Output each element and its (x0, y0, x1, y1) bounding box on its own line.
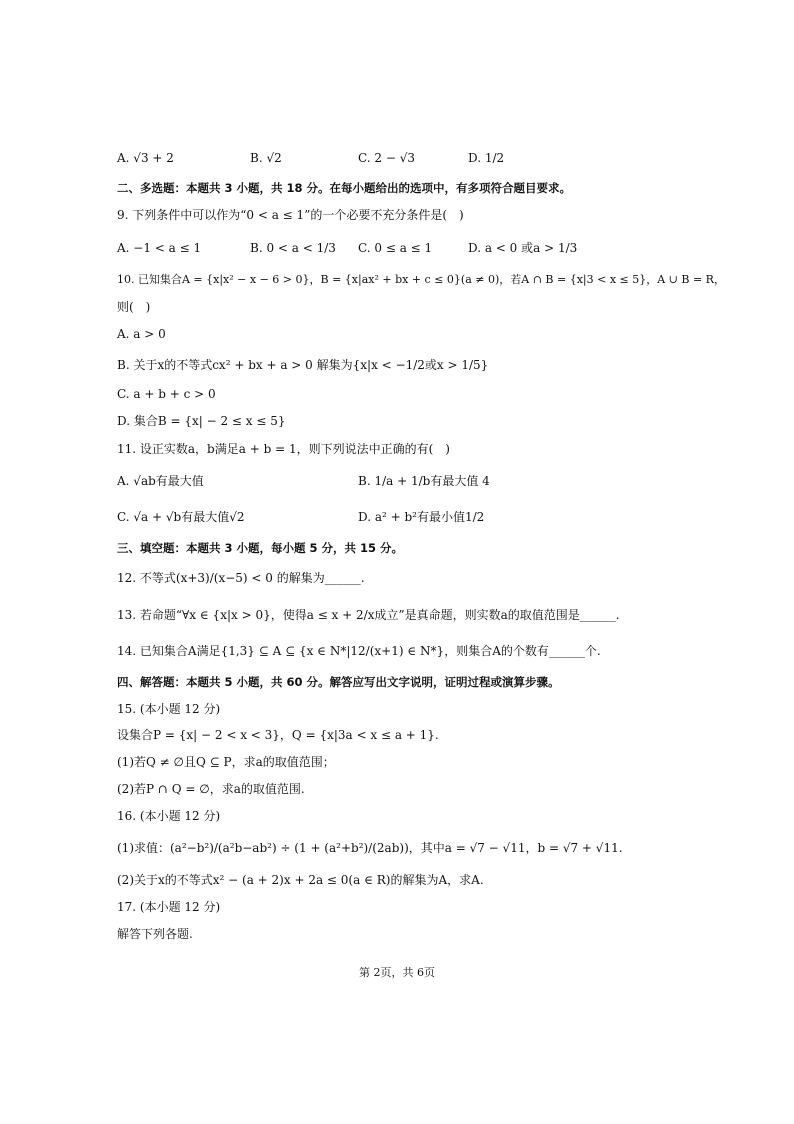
page-footer: 第 2页，共 6页 (359, 966, 435, 979)
q10-option-d: D. 集合B = {x| − 2 ≤ x ≤ 5} (117, 414, 286, 428)
section2-header: 二、多选题：本题共 3 小题，共 18 分。在每小题给出的选项中，有多项符合题目要求。 (117, 181, 572, 195)
q11-option-b: B. 1/a + 1/b有最大值 4 (358, 474, 490, 488)
q16-title: 16. (本小题 12 分) (117, 809, 221, 823)
q15-part2: (2)若P ∩ Q = ∅，求a的取值范围. (117, 782, 305, 796)
q11-option-c: C. √a + √b有最大值√2 (117, 510, 245, 524)
q15-title: 15. (本小题 12 分) (117, 702, 221, 716)
q8-option-a: A. √3 + 2 (117, 151, 174, 165)
q13: 13. 若命题“∀x ∈ {x|x > 0}，使得a ≤ x + 2/x成立”是真命题，则实数a的取值范围是______. (117, 608, 620, 622)
q10-stem-line2: 则( ) (117, 300, 151, 314)
q8-option-b: B. √2 (250, 151, 282, 165)
q9-option-d: D. a < 0 或a > 1/3 (468, 241, 578, 255)
section3-header: 三、填空题：本题共 3 小题，每小题 5 分，共 15 分。 (117, 541, 404, 555)
q9-option-c: C. 0 ≤ a ≤ 1 (358, 241, 433, 255)
q15-part1: (1)若Q ≠ ∅且Q ⊆ P，求a的取值范围； (117, 755, 335, 769)
section4-header: 四、解答题：本题共 5 小题，共 60 分。解答应写出文字说明，证明过程或演算步骤。 (117, 675, 560, 689)
q9-option-a: A. −1 < a ≤ 1 (117, 241, 202, 255)
q8-option-d: D. 1/2 (468, 151, 505, 165)
q11-option-a: A. √ab有最大值 (117, 474, 204, 488)
q9-option-b: B. 0 < a < 1/3 (250, 241, 336, 255)
q10-option-c: C. a + b + c > 0 (117, 387, 216, 401)
q10-stem-line1: 10. 已知集合A = {x|x² − x − 6 > 0}，B = {x|ax² + bx + c ≤ 0}(a ≠ 0)，若A ∩ B = {x|3 < x ≤ 5}，A ∪ B = R， (117, 273, 725, 286)
q16-part2: (2)关于x的不等式x² − (a + 2)x + 2a ≤ 0(a ∈ R)的解集为A，求A. (117, 873, 484, 887)
q8-option-c: C. 2 − √3 (358, 151, 415, 165)
q9-stem: 9. 下列条件中可以作为“0 < a ≤ 1”的一个必要不充分条件是( ) (117, 208, 464, 222)
q14: 14. 已知集合A满足{1,3} ⊆ A ⊆ {x ∈ N*|12/(x+1) ∈ N*}，则集合A的个数有______个. (117, 644, 601, 658)
q12: 12. 不等式(x+3)/(x−5) < 0 的解集为______. (117, 571, 365, 585)
q17-title: 17. (本小题 12 分) (117, 900, 221, 914)
q17-stem: 解答下列各题. (117, 927, 193, 941)
q10-option-a: A. a > 0 (117, 327, 166, 341)
q10-option-b: B. 关于x的不等式cx² + bx + a > 0 解集为{x|x < −1/2或x > 1/5} (117, 358, 489, 372)
q11-stem: 11. 设正实数a，b满足a + b = 1，则下列说法中正确的有( ) (117, 442, 450, 456)
q11-option-d: D. a² + b²有最小值1/2 (358, 510, 485, 524)
q16-part1: (1)求值：(a²−b²)/(a²b−ab²) ÷ (1 + (a²+b²)/(2ab))，其中a = √7 − √11，b = √7 + √11. (117, 841, 623, 855)
q15-stem: 设集合P = {x| − 2 < x < 3}，Q = {x|3a < x ≤ a + 1}. (117, 728, 439, 742)
